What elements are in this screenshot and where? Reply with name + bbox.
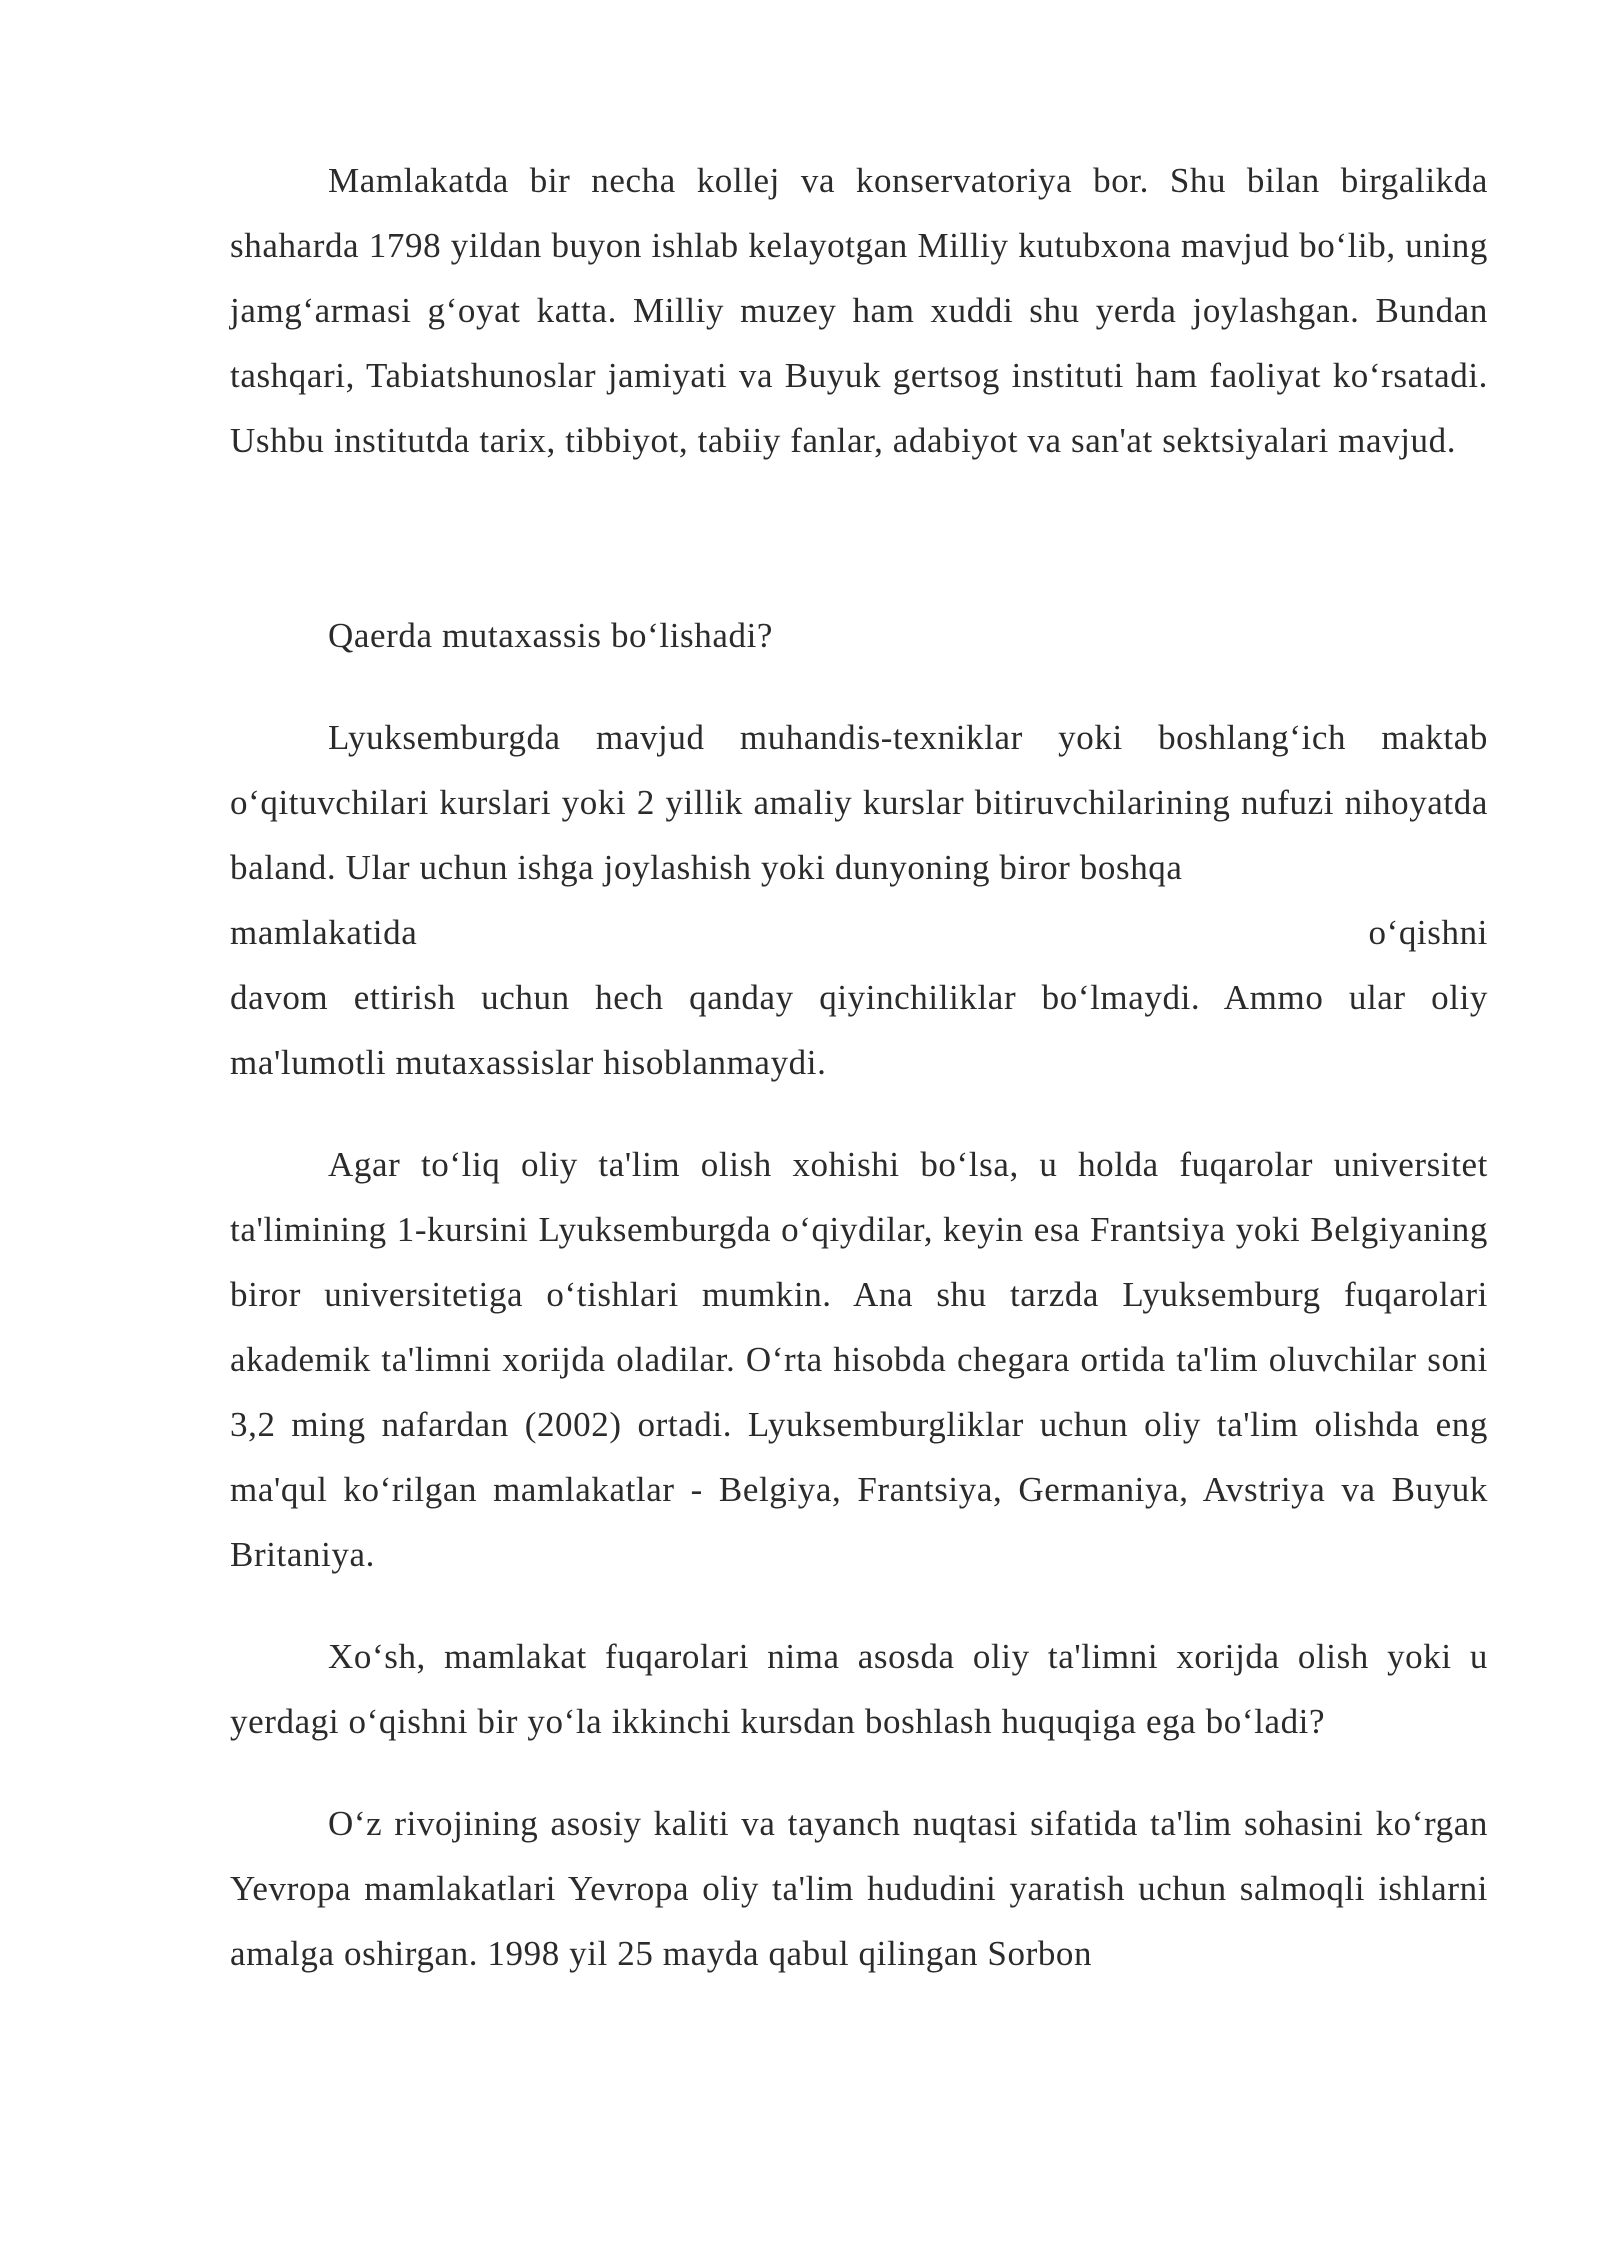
paragraph-specialists-spread-line: mamlakatida o‘qishni [230, 913, 1488, 952]
spacer [230, 473, 1488, 603]
paragraph-specialists [230, 705, 1488, 1095]
paragraph-specialists-part-2: davom ettirish uchun hech qanday qiyinchiliklar bo‘lmaydi. Ammo ular oliy ma'lumotli mutaxassislar hisoblanmaydi. [230, 978, 1488, 1082]
paragraph-european-education: O‘z rivojining asosiy kaliti va tayanch nuqtasi sifatida ta'lim sohasini ko‘rgan Yevropa mamlakatlari Yevropa oliy ta'lim hududini yaratish uchun salmoqli ishlarni amalga oshirgan. 1998 yil 25 mayda qabul qilingan Sorbon [230, 1804, 1488, 1973]
spacer [230, 1587, 1488, 1624]
paragraph-study-abroad: Agar to‘liq oliy ta'lim olish xohishi bo‘lsa, u holda fuqarolar universitet ta'limining 1-kursini Lyuksemburgda o‘qiydilar, keyin esa Frantsiya yoki Belgiyaning biror universitetiga o‘tishlari mumkin. Ana shu tarzda Lyuksemburg fuqarolari akademik ta'limni xorijda oladilar. O‘rta hisobda chegara ortida ta'lim oluvchilar soni 3,2 ming nafardan (2002) ortadi. Lyuksemburgliklar uchun oliy ta'lim olishda eng ma'qul ko‘rilgan mamlakatlar - Belgiya, Frantsiya, Germaniya, Avstriya va Buyuk Britaniya. [230, 1145, 1488, 1574]
paragraph-question: Xo‘sh, mamlakat fuqarolari nima asosda oliy ta'limni xorijda olish yoki u yerdagi o‘qishni bir yo‘la ikkinchi kursdan boshlash huquqiga ega bo‘ladi? [230, 1637, 1488, 1741]
spacer [230, 1754, 1488, 1791]
paragraph-specialists-part-1: Lyuksemburgda mavjud muhandis-texniklar yoki boshlang‘ich maktab o‘qituvchilari kurslari yoki 2 yillik amaliy kurslar bitiruvchilarining nufuzi nihoyatda baland. Ular uchun ishga joylashish yoki dunyoning biror boshqa [230, 718, 1488, 887]
spacer [230, 668, 1488, 705]
spacer [230, 1095, 1488, 1132]
section-heading: Qaerda mutaxassis bo‘lishadi? [328, 616, 774, 655]
document-page [230, 148, 1488, 1986]
paragraph-libraries-museums: Mamlakatda bir necha kollej va konservatoriya bor. Shu bilan birgalikda shaharda 1798 yildan buyon ishlab kelayotgan Milliy kutubxona mavjud bo‘lib, uning jamg‘armasi g‘oyat katta. Milliy muzey ham xuddi shu yerda joylashgan. Bundan tashqari, Tabiatshunoslar jamiyati va Buyuk gertsog instituti ham faoliyat ko‘rsatadi. Ushbu institutda tarix, tibbiyot, tabiiy fanlar, adabiyot va san'at sektsiyalari mavjud. [230, 161, 1488, 460]
